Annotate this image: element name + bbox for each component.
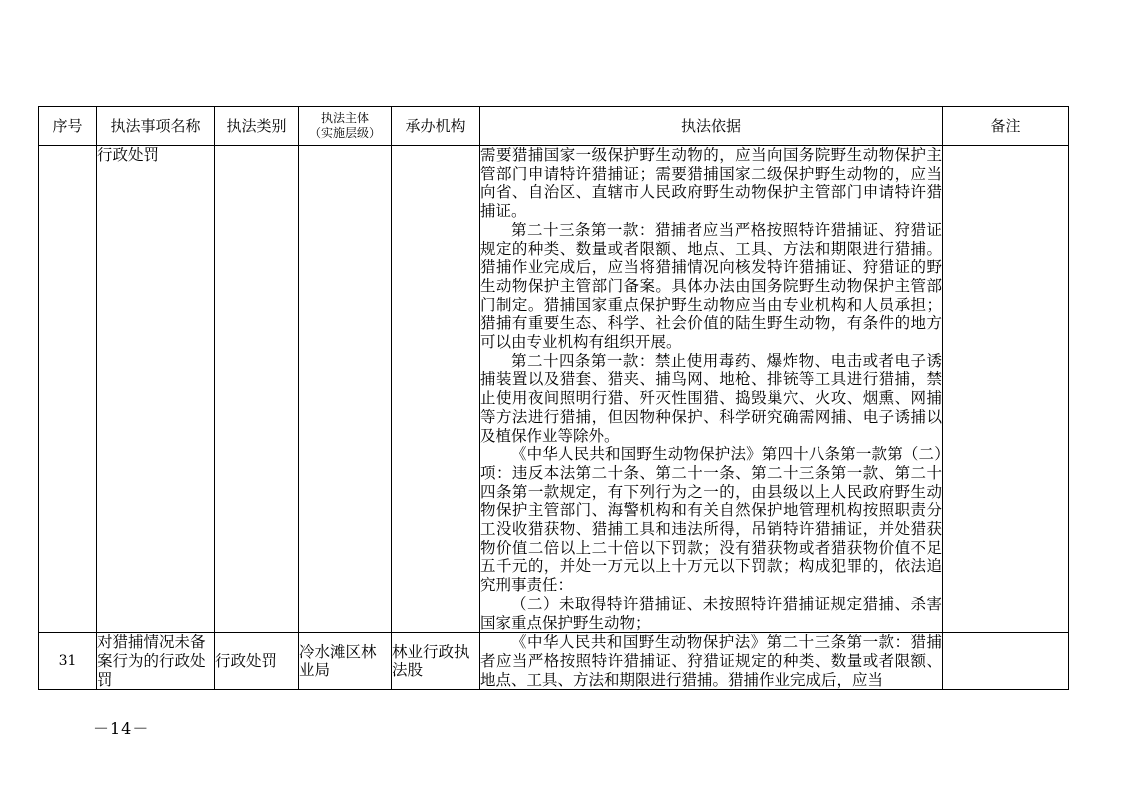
cell-item-name: 行政处罚 bbox=[97, 146, 215, 633]
cell-category bbox=[215, 146, 299, 633]
header-remarks: 备注 bbox=[943, 107, 1069, 146]
cell-seq bbox=[39, 146, 97, 633]
law-enforcement-table bbox=[38, 106, 1069, 690]
table-row-continued bbox=[39, 146, 1069, 633]
header-agency: 承办机构 bbox=[392, 107, 480, 146]
cell-remarks bbox=[943, 146, 1069, 633]
header-subject-line1: 执法主体 bbox=[320, 111, 369, 125]
header-basis: 执法依据 bbox=[480, 107, 943, 146]
cell-agency bbox=[392, 146, 480, 633]
cell-item-name: 对猎捕情况未备案行为的行政处罚 bbox=[97, 633, 215, 690]
header-subject-line2: （实施层级） bbox=[308, 126, 381, 140]
basis-paragraph: （二）未取得特许猎捕证、未按照特许猎捕证规定猎捕、杀害国家重点保护野生动物； bbox=[480, 594, 942, 632]
basis-paragraph: 第二十三条第一款：猎捕者应当严格按照特许猎捕证、狩猎证规定的种类、数量或者限额、地点、工具、方法和期限进行猎捕。猎捕作业完成后，应当将猎捕情况向核发特许猎捕证、狩猎证的野生动物保护主管部门备案。具体办法由国务院野生动物保护主管部门制定。猎捕国家重点保护野生动物应当由专业机构和人员承担；猎捕有重要生态、科学、社会价值的陆生野生动物，有条件的地方可以由专业机构有组织开展。 bbox=[480, 220, 942, 352]
cell-seq: 31 bbox=[39, 633, 97, 690]
cell-basis bbox=[480, 146, 943, 633]
table-row-31 bbox=[39, 633, 1069, 690]
basis-paragraph: 《中华人民共和国野生动物保护法》第四十八条第一款第（二）项：违反本法第二十条、第二十一条、第二十三条第一款、第二十四条第一款规定，有下列行为之一的，由县级以上人民政府野生动物保护主管部门、海警机构和有关自然保护地管理机构按照职责分工没收猎获物、猎捕工具和违法所得，吊销特许猎捕证，并处猎获物价值二倍以上二十倍以下罚款；没有猎获物或者猎获物价值不足五千元的，并处一万元以上十万元以下罚款；构成犯罪的，依法追究刑事责任： bbox=[480, 445, 942, 595]
basis-paragraph: 需要猎捕国家一级保护野生动物的，应当向国务院野生动物保护主管部门申请特许猎捕证；需要猎捕国家二级保护野生动物的，应当向省、自治区、直辖市人民政府野生动物保护主管部门申请特许猎捕证。 bbox=[480, 146, 942, 221]
header-seq: 序号 bbox=[39, 107, 97, 146]
header-row bbox=[39, 107, 1069, 146]
cell-category: 行政处罚 bbox=[215, 633, 299, 690]
cell-basis: 《中华人民共和国野生动物保护法》第二十三条第一款：猎捕者应当严格按照特许猎捕证、狩猎证规定的种类、数量或者限额、地点、工具、方法和期限进行猎捕。猎捕作业完成后，应当 bbox=[480, 633, 942, 689]
cell-remarks bbox=[943, 633, 1069, 690]
cell-agency: 林业行政执法股 bbox=[392, 633, 480, 690]
cell-subject: 冷水滩区林业局 bbox=[299, 633, 392, 690]
header-subject bbox=[299, 107, 392, 146]
header-category: 执法类别 bbox=[215, 107, 299, 146]
header-item-name: 执法事项名称 bbox=[97, 107, 215, 146]
cell-subject bbox=[299, 146, 392, 633]
basis-paragraph: 第二十四条第一款：禁止使用毒药、爆炸物、电击或者电子诱捕装置以及猎套、猎夹、捕鸟网、地枪、排铳等工具进行猎捕，禁止使用夜间照明行猎、歼灭性围猎、捣毁巢穴、火攻、烟熏、网捕等方法进行猎捕，但因物种保护、科学研究确需网捕、电子诱捕以及植保作业等除外。 bbox=[480, 351, 942, 445]
page-number: －14－ bbox=[93, 719, 150, 738]
